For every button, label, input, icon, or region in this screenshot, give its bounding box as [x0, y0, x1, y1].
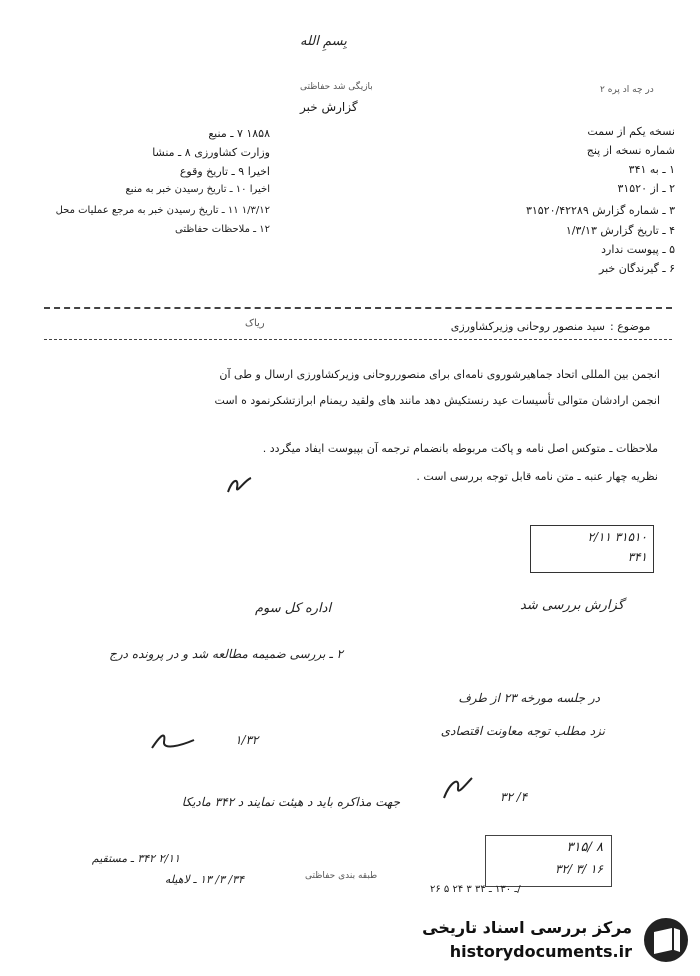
footer-url[interactable]: historydocuments.ir	[449, 942, 632, 961]
top-right-note: در چه اد پره ۲	[600, 85, 654, 95]
right-field-row	[420, 204, 675, 217]
field-label: ۴ ـ تاریخ گزارش	[600, 224, 675, 237]
field-label: شماره نسخه	[615, 144, 675, 157]
letterhead-title: بِسمِ الله	[300, 34, 347, 49]
field-value: ۳۱۵۲۰	[617, 182, 647, 195]
field-label: ۵ ـ پیوست	[626, 243, 675, 256]
field-label: ۸ ـ منشا	[152, 146, 191, 159]
stamp-number: ۳۱۵/ ۸	[566, 840, 603, 855]
field-value: ۱/۳/۱۳	[565, 224, 597, 237]
right-field-row	[420, 182, 675, 195]
left-field-row	[20, 205, 270, 216]
dashed-divider	[44, 339, 672, 340]
left-field-row	[20, 184, 270, 195]
field-label: ۳ ـ شماره گزارش	[592, 204, 675, 217]
notes-line: نظریه چهار عنبه ـ متن نامه قابل توجه بررسی است .	[416, 470, 658, 483]
bottom-right-number: ۲۶ ـ ۱۳۰ ـ ۳۴ ۳ ۲۴ ۵/	[430, 884, 521, 895]
field-value: ۱۸۵۸	[246, 127, 270, 140]
footer-name: مرکز بررسی اسناد تاریخی	[422, 918, 632, 937]
body-paragraph-line: انجمن ارادشان متوالی تأسیسات عید رنستکیش دهد مانند های ولقید ریمنام ابرازتشکرنمود ه است	[214, 394, 660, 407]
subject-label: موضوع :	[610, 320, 651, 333]
doc-classification: بازیگی شد حفاظتی	[300, 82, 373, 92]
body-paragraph-line: انجمن بین المللی اتحاد جماهیرشوروی نامه‌ای برای منصورروحانی وزیرکشاورزی ارسال و طی آن	[219, 368, 660, 381]
field-label: ۹ ـ تاریخ وقوع	[179, 165, 245, 178]
left-field-row	[20, 224, 270, 235]
field-value: اخیرا	[247, 165, 270, 178]
subject-side-label: ریاک	[245, 318, 265, 329]
handwritten-note: نزد مطلب توجه معاونت اقتصادی	[440, 724, 605, 738]
field-label: ۱۲ ـ ملاحظات حفاظتی	[175, 224, 270, 235]
handwritten-scribble: گزارش بررسی شد	[520, 598, 624, 613]
logo-icon	[642, 916, 690, 968]
handwritten-date: ۳۲ /۴	[500, 790, 528, 804]
field-label: ۱۰ ـ تاریخ رسیدن خبر به منبع	[125, 184, 247, 195]
right-field-row	[420, 243, 675, 256]
registration-code: ۳۴۱	[627, 550, 647, 564]
footer-branding	[0, 908, 700, 976]
field-value: ندارد	[601, 243, 624, 256]
registration-stamp	[485, 835, 612, 887]
handwritten-date: ۱/۳۲	[235, 733, 259, 747]
handwritten-signature	[440, 770, 476, 807]
field-value: وزارت کشاورزی	[194, 146, 270, 159]
right-field-row	[420, 262, 675, 275]
right-field-row	[420, 163, 675, 176]
field-value: ۱/۳/۱۲	[241, 205, 270, 216]
field-value: از پنج	[586, 144, 613, 157]
subject-text: سید منصور روحانی وزیرکشاورزی	[450, 320, 605, 333]
field-label: ۲ ـ از	[650, 182, 675, 195]
left-field-row	[20, 165, 270, 178]
left-field-row	[20, 146, 270, 159]
field-value: اخیرا	[249, 184, 270, 195]
handwritten-heading: اداره کل سوم	[255, 601, 332, 616]
right-field-row	[420, 224, 675, 237]
field-value: ۳۴۱	[628, 163, 647, 176]
handwritten-signature	[150, 728, 198, 757]
handwritten-note: جهت مذاکره باید د هیئت نمایند د ۳۴۲ مادیکا	[181, 795, 400, 809]
registration-number: ۳۱۵۱۰ ۲/۱۱	[587, 530, 647, 544]
field-label: ۱۱ ـ تاریخ رسیدن خبر به مرجع عملیات محل	[55, 205, 239, 216]
field-label: ۶ ـ گیرندگان خبر	[599, 262, 675, 275]
notes-line: ملاحظات ـ متوکس اصل نامه و پاکت مربوطه بانضمام ترجمه آن بپیوست ایفاد میگردد .	[262, 442, 658, 455]
registration-box	[530, 525, 654, 573]
field-label: ۷ ـ منبع	[208, 127, 243, 140]
field-label: نسخه یکم	[629, 125, 675, 138]
handwritten-note: ۲/۱۱ ۳۴۲ ـ مستقیم	[91, 852, 180, 865]
handwritten-note: ۳۴/ ۳/ ۱۳ ـ لاهیله	[164, 873, 244, 886]
signature-mark	[225, 474, 255, 502]
left-field-row	[20, 127, 270, 140]
field-value: از سمت	[587, 125, 626, 138]
dashed-divider	[44, 307, 672, 309]
handwritten-note: ۲ ـ بررسی ضمیمه مطالعه شد و در پرونده درج	[109, 647, 343, 661]
right-field-row	[420, 144, 675, 157]
field-label: ۱ ـ به	[649, 163, 675, 176]
form-title: گزارش خبر	[300, 100, 358, 114]
field-value: ۳۱۵۲۰/۴۲۲۸۹	[525, 204, 589, 217]
classification-label: طبقه بندی حفاظتی	[305, 871, 378, 881]
right-field-row	[420, 125, 675, 138]
stamp-date: ۳۲/ ۳/ ۱۶	[555, 862, 603, 876]
handwritten-note: در جلسه مورخه ۲۳ از طرف	[458, 691, 600, 705]
